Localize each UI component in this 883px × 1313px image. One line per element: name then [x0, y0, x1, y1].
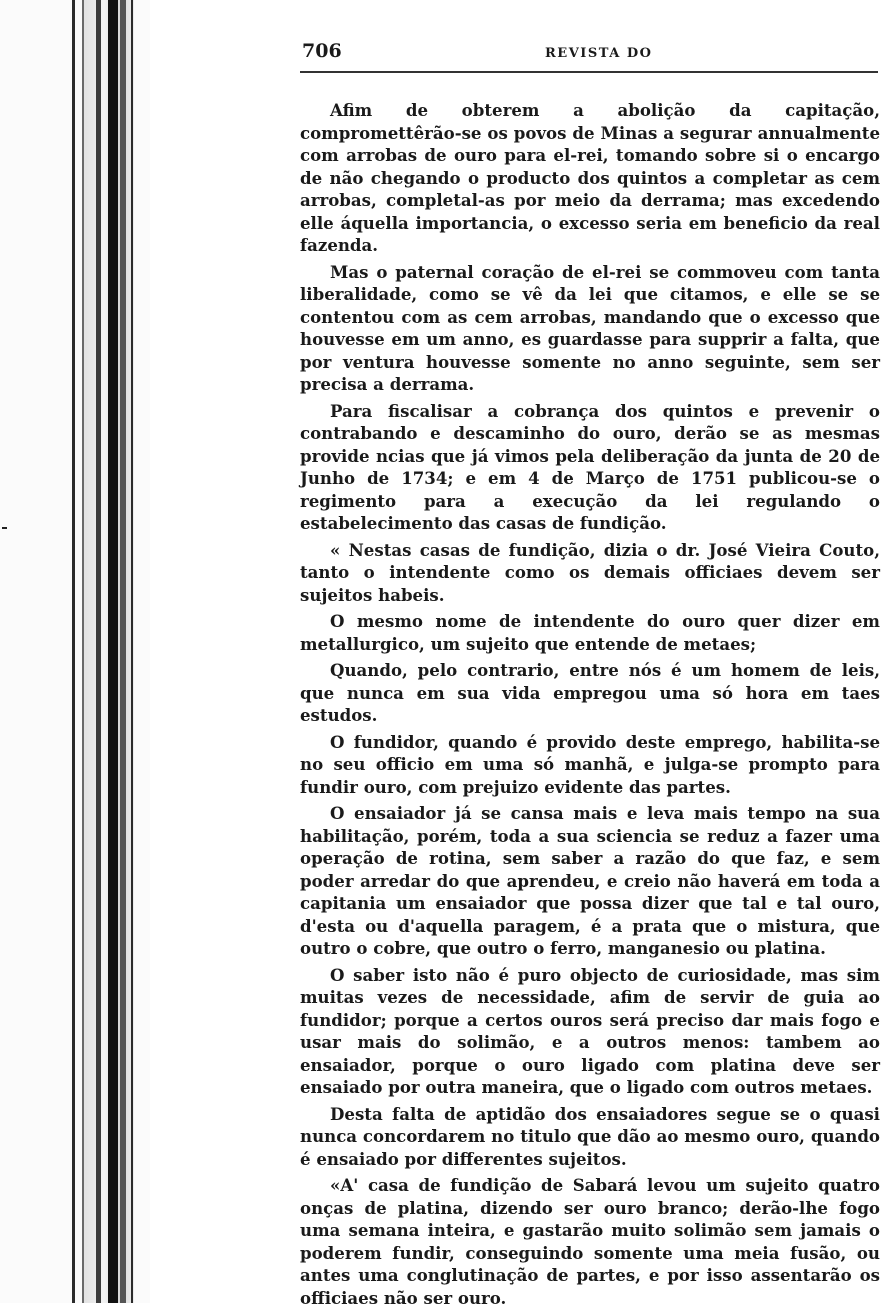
margin-mark — [2, 527, 7, 529]
page-header — [300, 38, 880, 74]
paragraph: Mas o paternal coração de el-rei se commoveu com tanta liberalidade, como se vê da lei que citamos, e elle se se contentou com as cem arrobas, mandando que o excesso que houvesse em um anno, es guardasse para supprir a falta, que por ventura houvesse somente no anno seguinte, sem ser precisa a derrama. — [300, 261, 880, 394]
paragraph: O ensaiador já se cansa mais e leva mais tempo na sua habilitação, porém, toda a sua sciencia se reduz a fazer uma operação de rotina, sem saber a razão do que faz, e sem poder arredar do que aprendeu, e creio não haverá em toda a capitania um ensaiador que possa dizer que tal e tal ouro, d'esta ou d'aquella paragem, é a prata que o mistura, que outro o cobre, que outro o ferro, manganesio ou platina. — [300, 803, 880, 958]
running-head: REVISTA DO — [545, 46, 653, 61]
binding-line — [82, 0, 84, 1303]
paragraph: Afim de obterem a abolição da capitação, compromettêrão-se os povos de Minas a segurar annualmente com arrobas de ouro para el-rei, tomando sobre si o encargo de não chegando o producto dos quintos a completar as cem arrobas, completal-as por meio da derrama; mas excedendo elle áquella importancia, o excesso seria em beneficio da real fazenda. — [300, 100, 880, 255]
paragraph: O fundidor, quando é provido deste emprego, habilita-se no seu officio em uma só manhã, e julga-se prompto para fundir ouro, com prejuizo evidente das partes. — [300, 731, 880, 797]
paragraph: «A' casa de fundição de Sabará levou um sujeito quatro onças de platina, dizendo ser ouro branco; derão-lhe fogo uma semana inteira, e gastarão muito solimão sem jamais o poderem fundir, conseguindo somente uma meia fusão, ou antes uma conglutinação de partes, e por isso assentarão os officiaes não ser ouro. — [300, 1175, 880, 1308]
paragraph: O saber isto não é puro objecto de curiosidade, mas sim muitas vezes de necessidade, afim de servir de guia ao fundidor; porque a certos ouros será preciso dar mais fogo e usar mais do solimão, e a outros menos: tambem ao ensaiador, porque o ouro ligado com platina deve ser ensaiado por outra maneira, que o ligado com outros metaes. — [300, 964, 880, 1097]
book-page — [300, 38, 880, 1313]
paragraph: « Nestas casas de fundição, dizia o dr. José Vieira Couto, tanto o intendente como os demais officiaes devem ser sujeitos habeis. — [300, 539, 880, 605]
paragraph: O mesmo nome de intendente do ouro quer dizer em metallurgico, um sujeito que entende de metaes; — [300, 611, 880, 654]
binding-line — [96, 0, 101, 1303]
page-body — [300, 99, 880, 1309]
paragraph: Quando, pelo contrario, entre nós é um homem de leis, que nunca em sua vida empregou uma só hora em taes estudos. — [300, 660, 880, 725]
binding-line — [72, 0, 75, 1303]
binding-line — [131, 0, 133, 1303]
book-binding-edge — [0, 0, 150, 1303]
paragraph: Para fiscalisar a cobrança dos quintos e prevenir o contrabando e descaminho do ouro, derão se as mesmas provide ncias que já vimos pela deliberação da junta de 20 de Junho de 1734; e em 4 de Março de 1751 publicou-se o regimento para a execução da lei regulando o estabelecimento das casas de fundição. — [300, 400, 880, 533]
binding-line — [120, 0, 126, 1303]
page-number: 706 — [302, 40, 342, 62]
paragraph: Desta falta de aptidão dos ensaiadores segue se o quasi nunca concordarem no titulo que dão ao mesmo ouro, quando é ensaiado por differentes sujeitos. — [300, 1103, 880, 1169]
binding-line — [108, 0, 118, 1303]
header-rule — [300, 71, 878, 73]
